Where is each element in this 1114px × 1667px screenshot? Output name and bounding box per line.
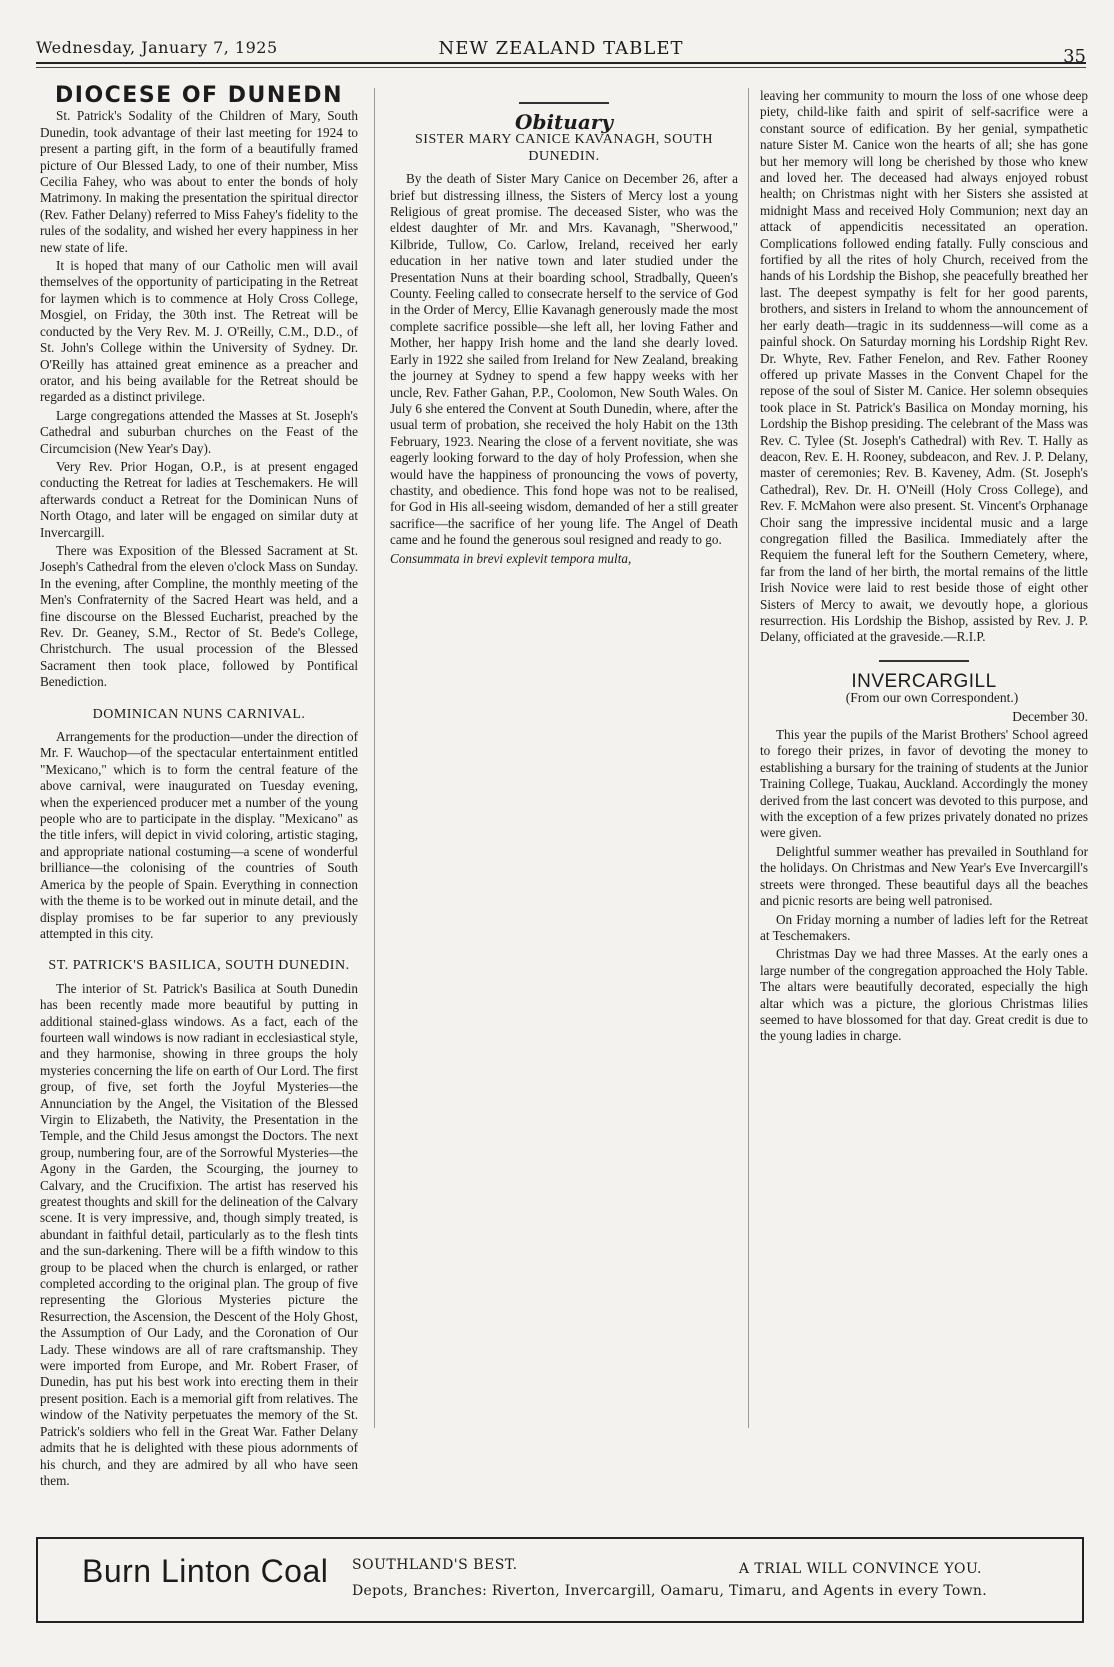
page-number: 35 bbox=[1063, 46, 1086, 67]
obituary-heading: Obituary bbox=[515, 110, 613, 134]
column-divider bbox=[374, 88, 375, 1428]
invercargill-heading: INVERCARGILL bbox=[851, 670, 997, 692]
obituary-title: SISTER MARY CANICE KAVANAGH, SOUTH DUNEDIN. bbox=[415, 132, 713, 164]
carnival-paragraph: Arrangements for the production—under the direction of Mr. F. Wauchop—of the spectacular entertainment entitled "Mexicano," which is to form the central feature of the above carnival, were inaugurated on Tuesday evening, when the experienced producer met a number of the young people who are to participate in the display. "Mexicano" as the title infers, will depict in vivid coloring, artistic staging, and appropriate national costuming—a scene of wonderful brilliance—the colonising of the countries of South America by the people of Spain. Everything in connection with the theme is to be worked out in minute detail, and the display promises to be far superior to any previously attempted in this city. bbox=[40, 729, 358, 941]
carnival-heading: DOMINICAN NUNS CARNIVAL. bbox=[92, 706, 306, 722]
diocese-paragraph: Large congregations attended the Masses at St. Joseph's Cathedral and suburban churches on the Feast of the Circumcision (New Year's Day). bbox=[40, 407, 358, 456]
section-rule bbox=[879, 660, 969, 662]
invercargill-paragraph: Delightful summer weather has prevailed in Southland for the holidays. On Christmas and New Year's Eve Invercargill's streets were thronged. These beautiful days all the beaches and picnic resorts are being well patronised. bbox=[760, 843, 1088, 909]
obituary-latin: Consummata in brevi explevit tempora multa, bbox=[390, 550, 632, 566]
issue-date: Wednesday, January 7, 1925 bbox=[36, 38, 278, 57]
ad-brand: Burn Linton Coal bbox=[82, 1553, 329, 1589]
column-3 bbox=[760, 88, 1088, 1047]
header-rule-thin bbox=[36, 67, 1086, 68]
invercargill-paragraph: Christmas Day we had three Masses. At the early ones a large number of the congregation approached the Holy Table. The altars were beautifully decorated, especially the high altar which was a picture, the glorious Christmas lilies seemed to have blossomed for that day. Great credit is due to the young ladies in charge. bbox=[760, 946, 1088, 1044]
diocese-paragraph: St. Patrick's Sodality of the Children of Mary, South Dunedin, took advantage of their last meeting for 1924 to present a parting gift, in the form of a beautifully framed picture of Our Blessed Lady, to one of their number, Miss Cecilia Fahey, who was about to enter the bonds of holy Matrimony. In making the presentation the spiritual director (Rev. Father Delany) referred to Miss Fahey's fidelity to the rules of the sodality, and wished her every happiness in her new state of life. bbox=[40, 108, 358, 255]
diocese-heading: DIOCESE OF DUNEDN bbox=[55, 83, 343, 108]
ad-depots: Depots, Branches: Riverton, Invercargill, Oamaru, Timaru, and Agents in every Town. bbox=[352, 1583, 987, 1599]
diocese-paragraph: Very Rev. Prior Hogan, O.P., is at present engaged conducting the Retreat for ladies at Teschemakers. He will afterwards conduct a Retreat for the Dominican Nuns of North Otago, and later will be engaged on similar duty at Invercargill. bbox=[40, 458, 358, 540]
obituary-paragraph-cont: leaving her community to mourn the loss of one whose deep piety, child-like faith and spirit of self-sacrifice were a constant source of edification. By her genial, sympathetic nature Sister M. Canice won the hearts of all; she has gone but her memory will long be cherished by those who knew and loved her. The deceased had always enjoyed robust health; on Christmas night with her Sisters she assisted at midnight Mass and received Holy Communion; next day an attack of appendicitis necessitated an operation. Complications followed ending fatally. Fully conscious and fortified by all the rites of holy Church, received from the hands of his Lordship the Bishop, she peacefully breathed her last. The deepest sympathy is felt for her good parents, brothers, and sisters in Ireland to whom the announcement of her early death—tragic in its suddenness—will come as a painful shock. On Saturday morning his Lordship Right Rev. Dr. Whyte, Rev. Father Fenelon, and Rev. Father Rooney offered up private Masses in the Convent Chapel for the repose of the soul of Sister M. Canice. Her solemn obsequies took place in St. Patrick's Basilica on Monday morning, his Lordship the Bishop presiding. The celebrant of the Mass was Rev. C. Tylee (St. Joseph's Cathedral) with Rev. T. Hally as deacon, Rev. E. H. Rooney, subdeacon, and Rev. J. P. Delany, master of ceremonies; Rev. B. Kaveney, Adm. (St. Joseph's Cathedral), Rev. Dr. H. O'Neill (Holy Cross College), and Rev. F. McMahon were also present. St. Vincent's Orphanage Choir sang the impressive incidental music and a large congregation filled the Basilica. Immediately after the Requiem the funeral left for the Southern Cemetery, where, far from the land of her birth, the mortal remains of the little Irish Novice were laid to rest beside those of eight other Sisters of Mercy to await, we devoutly hope, a glorious resurrection. His Lordship the Bishop, assisted by Rev. J. P. Delany, officiated at the graveside.—R.I.P. bbox=[760, 88, 1088, 645]
dateline: December 30. bbox=[1012, 708, 1088, 724]
ad-trial: A TRIAL WILL CONVINCE YOU. bbox=[738, 1561, 982, 1577]
obituary-paragraph: By the death of Sister Mary Canice on December 26, after a brief but distressing illness, the Sisters of Mercy lost a young Religious of great promise. The deceased Sister, who was the eldest daughter of Mr. and Mrs. Kavanagh, "Sherwood," Kilbride, Tullow, Co. Carlow, Ireland, received her early education in her native town and later studied under the Presentation Nuns at their boarding school, Stradbally, Queen's County. Feeling called to consecrate herself to the service of God in the Order of Mercy, Ellie Kavanagh generously made the most complete sacrifice possible—she left all, her loving Father and Mother, her happy Irish home and the land she dearly loved. Early in 1922 she sailed from Ireland for New Zealand, breaking the journey at Sydney to spend a few happy weeks with her uncle, Rev. Father Gahan, P.P., Coolomon, New South Wales. On July 6 she entered the Convent at South Dunedin, where, after the usual term of probation, she received the holy Habit on the 13th February, 1923. Nearing the close of a fervent novitiate, she was eagerly looking forward to the day of holy Profession, when she would have the happiness of pronouncing the vows of poverty, chastity, and obedience. This fond hope was not to be realised, for God in His all-seeing wisdom, demanded of her a still greater sacrifice—the sacrifice of her young life. The Angel of Death came and he found the generous soul resigned and ready to go. bbox=[390, 171, 738, 548]
ad-tagline: SOUTHLAND'S BEST. bbox=[352, 1557, 518, 1573]
header-rule bbox=[36, 62, 1086, 64]
correspondent-line: (From our own Correspondent.) bbox=[845, 690, 1019, 706]
section-rule bbox=[519, 102, 609, 104]
diocese-paragraph: It is hoped that many of our Catholic men will avail themselves of the opportunity of participating in the Retreat for laymen which is to commence at Holy Cross College, Mosgiel, on Friday, the 30th inst. The Retreat will be conducted by the Very Rev. M. J. O'Reilly, C.M., D.D., of St. John's College within the University of Sydney. Dr. O'Reilly has attained great eminence as a preacher and orator, and his being available for the Retreat should be regarded as a distinct privilege. bbox=[40, 258, 358, 405]
coal-advertisement bbox=[36, 1537, 1084, 1623]
column-divider bbox=[748, 88, 749, 1428]
column-2 bbox=[390, 88, 738, 569]
invercargill-paragraph: This year the pupils of the Marist Brothers' School agreed to forego their prizes, in favor of devoting the money to establishing a bursary for the training of students at the Junior Training College, Tuakau, Auckland. Accordingly the money derived from the last concert was devoted to this purpose, and with the exception of a few prizes privately donated no prizes were given. bbox=[760, 727, 1088, 841]
invercargill-paragraph: On Friday morning a number of ladies left for the Retreat at Teschemakers. bbox=[760, 911, 1088, 943]
paper-title: NEW ZEALAND TABLET bbox=[438, 38, 684, 59]
basilica-paragraph: The interior of St. Patrick's Basilica at South Dunedin has been recently made more beautiful by putting in additional stained-glass windows. As a fact, each of the fourteen wall windows is now radiant in ecclesiastical style, and they harmonise, showing in three groups the holy mysteries concerning the life on earth of Our Lord. The first group, of five, set forth the Joyful Mysteries—the Annunciation by the Angel, the Visitation of the Blessed Virgin to Elizabeth, the Nativity, the Presentation in the Temple, and the Child Jesus amongst the Doctors. The next group, numbering four, are of the Sorrowful Mysteries—the Agony in the Garden, the Scourging, the journey to Calvary, and the Crucifixion. The artist has reserved his greatest thoughts and skill for the delineation of the Calvary scene. It is very impressive, and, though simply treated, is abundant in faithful detail, particularly as to the flesh tints and the sun-darkening. There will be a fifth window to this group to be placed when the church is enlarged, or rather completed according to the original plan. The group of five representing the Glorious Mysteries picture the Resurrection, the Ascension, the Descent of the Holy Ghost, the Assumption of Our Lady, and the Coronation of Our Lady. These windows are all of rare craftsmanship. They were imported from Europe, and Mr. Robert Fraser, of Dunedin, has put his best work into erecting them in their present position. Each is a memorial gift from relatives. The window of the Nativity perpetuates the memory of the St. Patrick's soldiers who fell in the Great War. Father Delany admits that he is delighted with these pious adornments of his church, and they are admired by all who have seen them. bbox=[40, 980, 358, 1488]
column-1 bbox=[40, 83, 358, 1491]
diocese-paragraph: There was Exposition of the Blessed Sacrament at St. Joseph's Cathedral from the eleven o'clock Mass on Sunday. In the evening, after Compline, the monthly meeting of the Men's Confraternity of the Sacred Heart was held, and a fine discourse on the Blessed Eucharist, preached by the Rev. Dr. Geaney, S.M., Rector of St. Bede's College, Christchurch. The usual procession of the Blessed Sacrament then took place, followed by Pontifical Benediction. bbox=[40, 542, 358, 690]
basilica-heading: ST. PATRICK'S BASILICA, SOUTH DUNEDIN. bbox=[48, 958, 350, 974]
